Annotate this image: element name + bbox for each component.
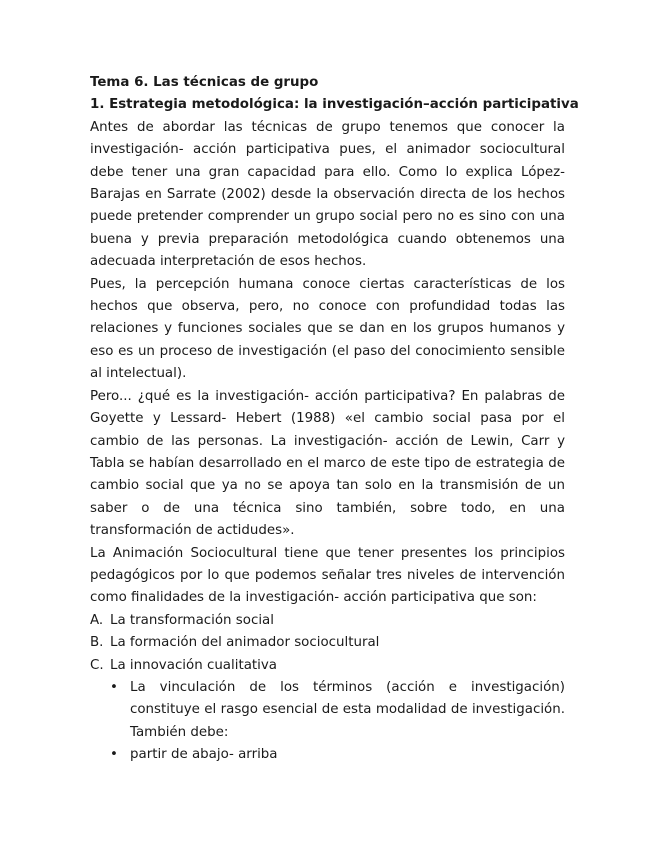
list-marker: C. [90, 657, 104, 673]
list-item [90, 632, 565, 654]
list-item-text: La formación del animador sociocultural [110, 635, 380, 651]
list-item [90, 610, 565, 632]
bullet-icon: • [110, 747, 118, 763]
bullet-icon: • [110, 679, 118, 695]
bullet-item-text: La vinculación de los términos (acción e investigación) constituye el rasgo esencial de esta modalidad de investigación. También debe: [130, 679, 565, 740]
document-page [90, 72, 579, 767]
intervention-levels-list [90, 610, 565, 677]
paragraph-perception: Pues, la percepción humana conoce ciertas características de los hechos que observa, pero, no conoce con profundidad todas las relaciones y funciones sociales que se dan en los grupos humanos y eso es un proceso de investigación (el paso del conocimiento sensible al intelectual). [90, 276, 565, 382]
list-item-text: La innovación cualitativa [110, 657, 278, 673]
bullet-item [110, 744, 565, 766]
paragraph-intro: Antes de abordar las técnicas de grupo tenemos que conocer la investigación- acción participativa pues, el animador sociocultural debe tener una gran capacidad para ello. Como lo explica López- Barajas en Sarrate (2002) desde la observación directa de los hechos puede pretender comprender un grupo social pero no es sino con una buena y previa preparación metodológica cuando obtenemos una adecuada interpretación de esos hechos. [90, 119, 565, 270]
bullet-list [90, 677, 565, 767]
section-heading: 1. Estrategia metodológica: la investigación–acción participativa [90, 97, 579, 113]
list-item-text: La transformación social [110, 612, 274, 628]
paragraph-definition: Pero... ¿qué es la investigación- acción participativa? En palabras de Goyette y Lessard- Hebert (1988) «el cambio social pasa por el cambio de las personas. La investigación- acción de Lewin, Carr y Tabla se habían desarrollado en el marco de este tipo de estrategia de cambio social que ya no se apoya tan solo en la transmisión de un saber o de una técnica sino también, sobre todo, en una transformación de actidudes». [90, 388, 565, 539]
list-marker: B. [90, 635, 104, 651]
paragraph-levels: La Animación Sociocultural tiene que tener presentes los principios pedagógicos por lo que podemos señalar tres niveles de intervención como finalidades de la investigación- acción participativa que son: [90, 545, 565, 606]
bullet-item [110, 677, 565, 744]
bullet-item-text: partir de abajo- arriba [130, 747, 278, 763]
document-title: Tema 6. Las técnicas de grupo [90, 75, 319, 90]
list-item [90, 655, 565, 677]
list-marker: A. [90, 612, 104, 628]
